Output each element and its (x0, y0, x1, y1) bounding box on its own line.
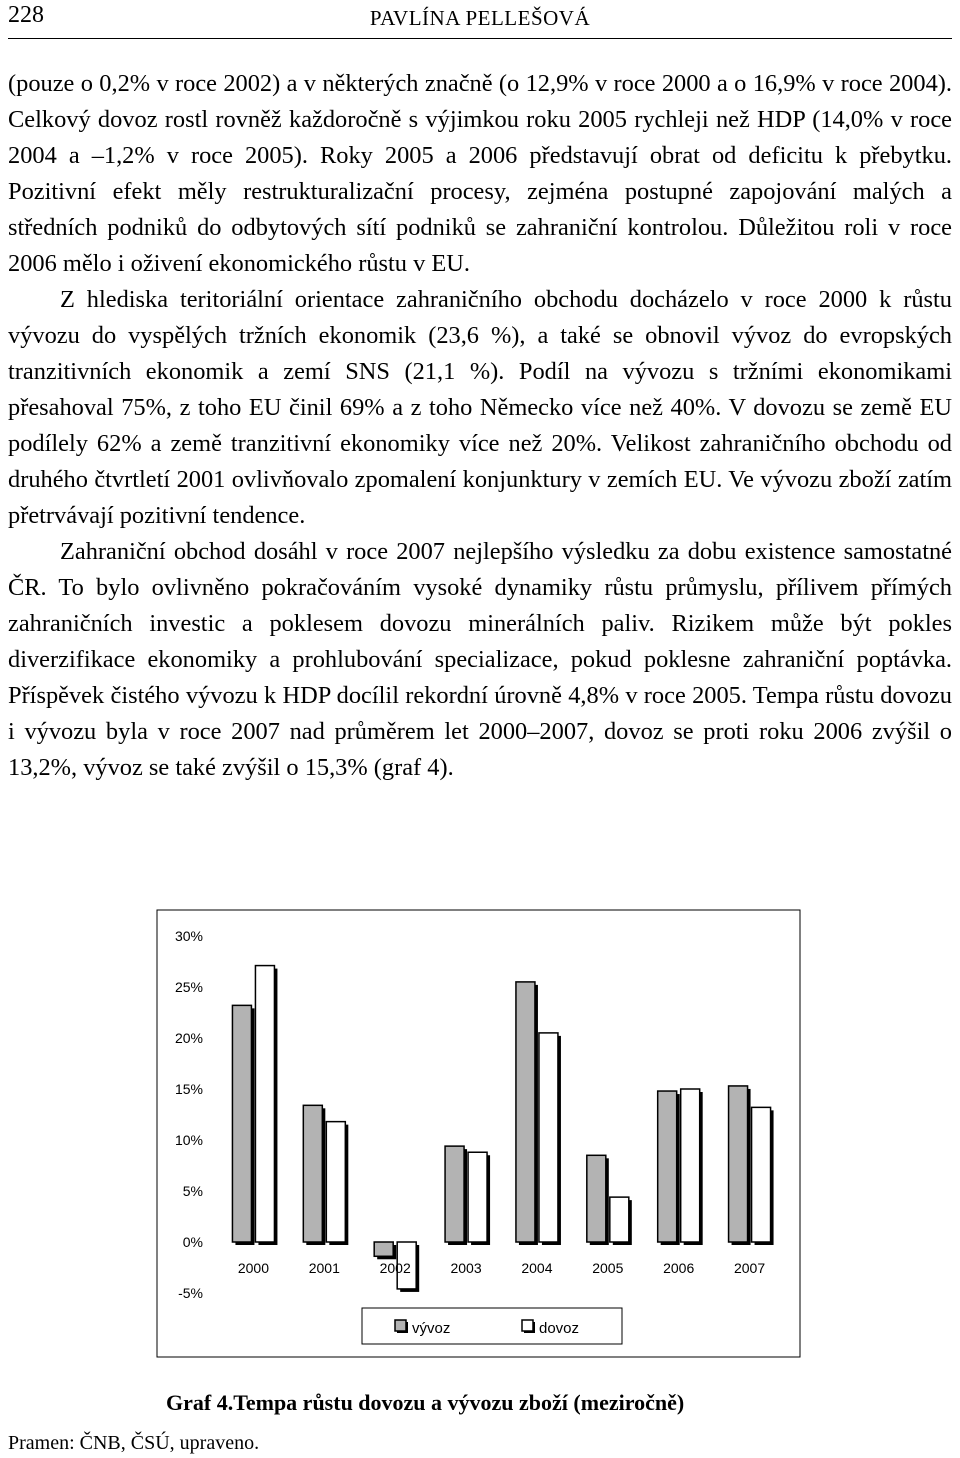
x-tick-label: 2004 (521, 1260, 553, 1276)
y-tick-label: 30% (174, 928, 203, 944)
x-tick-label: 2007 (733, 1260, 766, 1276)
y-tick-label: 25% (174, 979, 203, 995)
legend-swatch (395, 1320, 406, 1331)
bar-dovoz (255, 966, 274, 1242)
bar-vyvoz (374, 1242, 393, 1256)
x-tick-label: 2001 (308, 1260, 340, 1276)
legend-label: vývoz (412, 1320, 451, 1337)
body-text (8, 66, 952, 786)
bar-vyvoz (658, 1091, 677, 1242)
page-number: 228 (8, 2, 44, 28)
bar-dovoz (539, 1033, 558, 1242)
legend-swatch (522, 1320, 533, 1331)
source-note: Pramen: ČNB, ČSÚ, upraveno. (8, 1432, 260, 1454)
bar-dovoz (326, 1122, 345, 1242)
figure-caption: Graf 4.Tempa růstu dovozu a vývozu zboží (meziročně) (166, 1390, 685, 1415)
bar-vyvoz (445, 1146, 464, 1242)
x-tick-label: 2005 (592, 1260, 624, 1276)
y-tick-label: -5% (178, 1285, 203, 1301)
bar-vyvoz (516, 982, 535, 1242)
bar-vyvoz (303, 1105, 322, 1242)
bar-dovoz (752, 1107, 771, 1242)
bar-dovoz (610, 1197, 629, 1242)
chart-figure (0, 900, 960, 1370)
bar-dovoz (681, 1089, 700, 1242)
paragraph: Z hlediska teritoriální orientace zahraničního obchodu docházelo v roce 2000 k růstu vývozu do vyspělých tržních ekonomik (23,6 %), a také se obnovil vývoz do evropských tranzitivních ekonomik a zemí SNS (21,1 %). Podíl na vývozu s tržními ekonomikami přesahoval 75%, z toho EU činil 69% a z toho Německo více než 40%. V dovozu se země EU podílely 62% a země tranzitivní ekonomiky více než 20%. Velikost zahraničního obchodu od druhého čtvrtletí 2001 ovlivňovalo zpomalení konjunktury v zemích EU. Ve vývozu zboží zatím přetrvávají pozitivní tendence. (8, 286, 952, 529)
bar-vyvoz (729, 1086, 748, 1242)
bar-chart (0, 900, 960, 1370)
y-tick-label: 15% (174, 1081, 203, 1097)
y-tick-label: 5% (182, 1183, 203, 1199)
bar-vyvoz (587, 1155, 606, 1242)
x-tick-label: 2003 (450, 1260, 482, 1276)
y-tick-label: 0% (182, 1234, 203, 1250)
bar-vyvoz (232, 1005, 251, 1242)
x-tick-label: 2000 (237, 1260, 270, 1276)
paragraph: Zahraniční obchod dosáhl v roce 2007 nejlepšího výsledku za dobu existence samostatné ČR. To bylo ovlivněno pokračováním vysoké dynamiky růstu průmyslu, přílivem přímých zahraničních investic a poklesem dovozu minerálních paliv. Rizikem může být pokles diverzifikace ekonomiky a prohlubování specializace, pokud poklesne zahraniční poptávka. Příspěvek čistého vývozu k HDP docílil rekordní úrovně 4,8% v roce 2005. Tempa růstu dovozu i vývozu byla v roce 2007 nad průměrem let 2000–2007, dovoz se proti roku 2006 zvýšil o 13,2%, vývoz se také zvýšil o 15,3% (graf 4). (8, 538, 952, 781)
paragraph: (pouze o 0,2% v roce 2002) a v některých značně (o 12,9% v roce 2000 a o 16,9% v roce 2004). Celkový dovoz rostl rovněž každoročně s výjimkou roku 2005 rychleji než HDP (14,0% v roce 2004 a –1,2% v roce 2005). Roky 2005 a 2006 představují obrat od deficitu k přebytku. Pozitivní efekt měly restrukturalizační procesy, zejména postupné zapojování malých a středních podniků do odbytových sítí podniků se zahraniční kontrolou. Důležitou roli v roce 2006 mělo i oživení ekonomického růstu v EU. (8, 70, 952, 277)
bar-dovoz (468, 1152, 487, 1242)
running-head: PAVLÍNA PELLEŠOVÁ (369, 6, 591, 30)
header-rule (8, 38, 952, 39)
y-tick-label: 10% (174, 1132, 203, 1148)
legend-label: dovoz (539, 1320, 580, 1337)
x-tick-label: 2006 (663, 1260, 695, 1276)
y-tick-label: 20% (174, 1030, 203, 1046)
x-tick-label: 2002 (379, 1260, 411, 1276)
